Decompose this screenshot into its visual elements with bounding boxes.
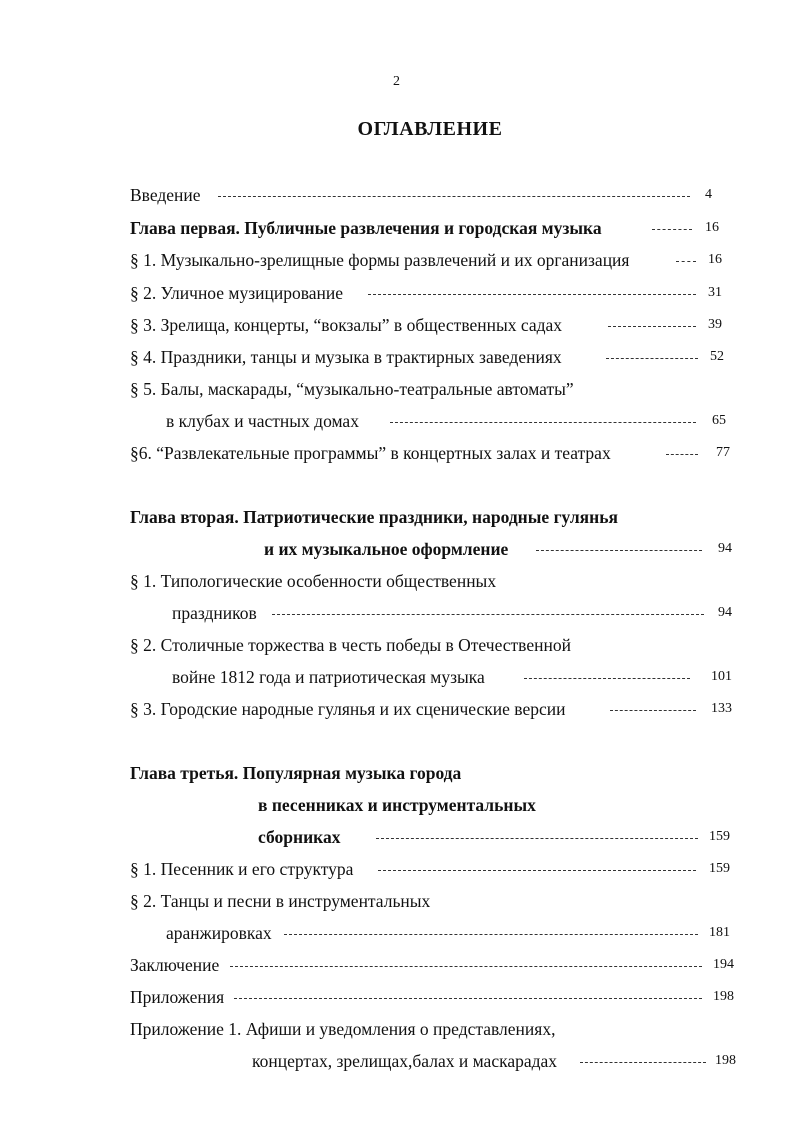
leader-dots [230, 966, 702, 967]
leader-dots [234, 998, 702, 999]
toc-entry-appendix-1-continued: концертах, зрелищах,балах и маскарадах [252, 1051, 558, 1071]
toc-page-number: 194 [713, 957, 734, 972]
leader-dots [676, 261, 696, 262]
toc-entry-appendices: Приложения [130, 987, 225, 1007]
toc-section: § 3. Городские народные гулянья и их сценические версии [130, 699, 566, 719]
leader-dots [272, 614, 704, 615]
leader-dots [378, 870, 696, 871]
leader-dots [376, 838, 698, 839]
toc-chapter-2: Глава вторая. Патриотические праздники, народные гулянья [130, 507, 618, 527]
toc-chapter-1: Глава первая. Публичные развлечения и городская музыка [130, 218, 602, 238]
toc-entry-conclusion: Заключение [130, 955, 220, 975]
toc-page-number: 65 [712, 413, 726, 428]
toc-section-continued: праздников [172, 603, 257, 623]
toc-page-number: 31 [708, 285, 722, 300]
toc-page-number: 16 [705, 220, 719, 235]
toc-section: §6. “Развлекательные программы” в концертных залах и театрах [130, 443, 611, 463]
leader-dots [390, 422, 696, 423]
toc-page-number: 198 [715, 1053, 736, 1068]
leader-dots [218, 196, 690, 197]
toc-page-number: 133 [711, 701, 732, 716]
toc-section: § 2. Танцы и песни в инструментальных [130, 891, 431, 911]
leader-dots [608, 326, 696, 327]
toc-page-number: 101 [711, 669, 732, 684]
page-number: 2 [393, 74, 400, 89]
toc-section-continued: аранжировках [166, 923, 272, 943]
toc-section: § 1. Песенник и его структура [130, 859, 354, 879]
toc-page-number: 77 [716, 445, 730, 460]
toc-chapter-3-continued: сборниках [258, 827, 341, 847]
toc-page-number: 159 [709, 829, 730, 844]
toc-page-number: 39 [708, 317, 722, 332]
leader-dots [536, 550, 702, 551]
toc-page-number: 94 [718, 541, 732, 556]
toc-section: § 1. Типологические особенности общественных [130, 571, 497, 591]
toc-entry-introduction: Введение [130, 185, 201, 205]
leader-dots [652, 229, 692, 230]
toc-chapter-3: Глава третья. Популярная музыка города [130, 763, 462, 783]
page-title: ОГЛАВЛЕНИЕ [357, 118, 503, 140]
toc-page-number: 198 [713, 989, 734, 1004]
toc-chapter-3-continued: в песенниках и инструментальных [258, 795, 536, 815]
leader-dots [284, 934, 698, 935]
toc-section: § 5. Балы, маскарады, “музыкально-театральные автоматы” [130, 379, 574, 399]
toc-page-number: 16 [708, 252, 722, 267]
toc-page-number: 4 [705, 187, 712, 202]
leader-dots [666, 454, 698, 455]
leader-dots [580, 1062, 706, 1063]
toc-chapter-2-continued: и их музыкальное оформление [264, 539, 509, 559]
leader-dots [368, 294, 696, 295]
toc-section: § 2. Уличное музицирование [130, 283, 344, 303]
toc-page-number: 181 [709, 925, 730, 940]
leader-dots [606, 358, 698, 359]
toc-page-number: 94 [718, 605, 732, 620]
toc-section-continued: в клубах и частных домах [166, 411, 359, 431]
toc-section: § 4. Праздники, танцы и музыка в трактирных заведениях [130, 347, 562, 367]
toc-section: § 3. Зрелища, концерты, “вокзалы” в общественных садах [130, 315, 563, 335]
toc-page-number: 159 [709, 861, 730, 876]
toc-section-continued: войне 1812 года и патриотическая музыка [172, 667, 485, 687]
leader-dots [610, 710, 696, 711]
toc-section: § 2. Столичные торжества в честь победы в Отечественной [130, 635, 571, 655]
toc-page-number: 52 [710, 349, 724, 364]
toc-entry-appendix-1: Приложение 1. Афиши и уведомления о представлениях, [130, 1019, 556, 1039]
toc-section: § 1. Музыкально-зрелищные формы развлечений и их организация [130, 250, 630, 270]
leader-dots [524, 678, 690, 679]
